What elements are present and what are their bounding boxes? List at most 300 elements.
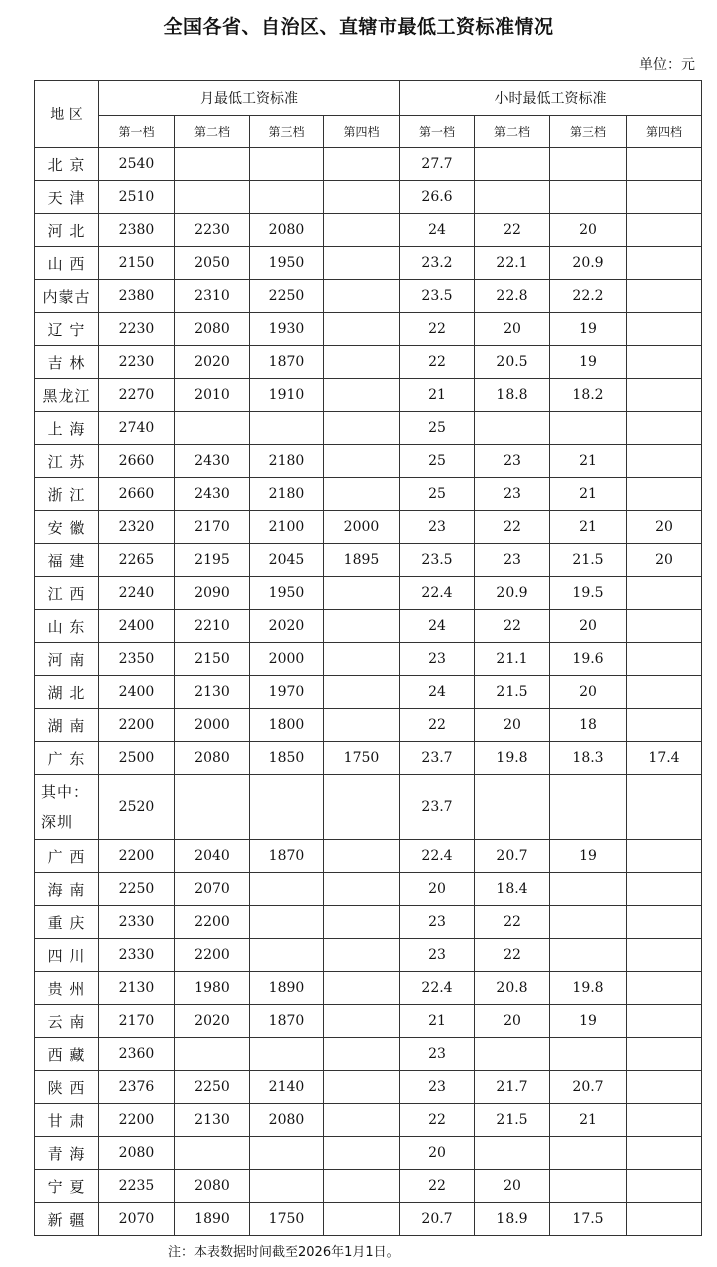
hourly-wage-cell: 20.9 (475, 577, 550, 610)
hourly-wage-cell: 23 (400, 1071, 475, 1104)
hourly-wage-cell (627, 346, 702, 379)
monthly-wage-cell (175, 148, 250, 181)
min-wage-table (34, 80, 702, 1236)
region-cell: 云 南 (35, 1005, 99, 1038)
hourly-wage-cell: 23 (400, 1038, 475, 1071)
monthly-wage-cell: 2080 (99, 1137, 175, 1170)
monthly-tier-header: 第三档 (250, 116, 324, 148)
monthly-wage-cell: 2000 (175, 709, 250, 742)
monthly-wage-cell: 2090 (175, 577, 250, 610)
table-row (35, 742, 702, 775)
hourly-wage-cell (475, 412, 550, 445)
monthly-wage-cell (250, 873, 324, 906)
monthly-wage-cell: 2170 (175, 511, 250, 544)
hourly-wage-cell (627, 643, 702, 676)
monthly-wage-cell (324, 610, 400, 643)
monthly-wage-cell: 2040 (175, 840, 250, 873)
table-row (35, 346, 702, 379)
monthly-wage-cell (324, 181, 400, 214)
hourly-wage-cell (627, 1005, 702, 1038)
hourly-wage-cell: 21 (550, 1104, 627, 1137)
hourly-wage-cell: 21.5 (550, 544, 627, 577)
hourly-wage-cell: 21 (550, 478, 627, 511)
table-row (35, 379, 702, 412)
monthly-wage-cell: 2045 (250, 544, 324, 577)
monthly-wage-cell: 2130 (175, 676, 250, 709)
region-cell: 上 海 (35, 412, 99, 445)
hourly-wage-cell: 17.4 (627, 742, 702, 775)
hourly-wage-cell (627, 1104, 702, 1137)
table-row (35, 1104, 702, 1137)
hourly-wage-cell: 20.7 (550, 1071, 627, 1104)
monthly-wage-cell: 2200 (99, 1104, 175, 1137)
hourly-wage-cell: 27.7 (400, 148, 475, 181)
table-row (35, 939, 702, 972)
hourly-wage-cell: 20 (627, 511, 702, 544)
region-cell: 河 南 (35, 643, 99, 676)
hourly-wage-cell (627, 412, 702, 445)
monthly-wage-cell: 2140 (250, 1071, 324, 1104)
hourly-wage-cell (627, 906, 702, 939)
hourly-wage-cell (627, 873, 702, 906)
monthly-wage-cell: 1890 (175, 1203, 250, 1236)
hourly-wage-cell: 23.5 (400, 280, 475, 313)
region-cell: 内蒙古 (35, 280, 99, 313)
monthly-wage-cell: 2200 (99, 709, 175, 742)
monthly-wage-cell (324, 280, 400, 313)
monthly-wage-cell: 2235 (99, 1170, 175, 1203)
region-cell: 新 疆 (35, 1203, 99, 1236)
monthly-wage-cell: 2080 (175, 1170, 250, 1203)
monthly-wage-cell (175, 181, 250, 214)
monthly-wage-cell: 2180 (250, 478, 324, 511)
region-cell: 黑龙江 (35, 379, 99, 412)
hourly-wage-cell: 23 (475, 478, 550, 511)
table-row (35, 1170, 702, 1203)
hourly-wage-cell: 19.5 (550, 577, 627, 610)
hourly-wage-cell (627, 939, 702, 972)
hourly-wage-cell (475, 181, 550, 214)
monthly-wage-cell (324, 1104, 400, 1137)
monthly-wage-cell: 2170 (99, 1005, 175, 1038)
region-cell: 四 川 (35, 939, 99, 972)
monthly-tier-header: 第二档 (175, 116, 250, 148)
monthly-wage-cell: 2000 (250, 643, 324, 676)
monthly-wage-cell (324, 148, 400, 181)
hourly-wage-cell: 23 (400, 939, 475, 972)
monthly-wage-cell: 2320 (99, 511, 175, 544)
region-cell: 北 京 (35, 148, 99, 181)
hourly-wage-cell: 17.5 (550, 1203, 627, 1236)
table-row (35, 577, 702, 610)
hourly-wage-cell (627, 280, 702, 313)
monthly-wage-cell (250, 1038, 324, 1071)
table-row (35, 544, 702, 577)
hourly-wage-cell (550, 1137, 627, 1170)
monthly-wage-cell: 2250 (175, 1071, 250, 1104)
hourly-wage-cell: 24 (400, 214, 475, 247)
monthly-wage-cell: 2100 (250, 511, 324, 544)
region-cell: 海 南 (35, 873, 99, 906)
hourly-wage-cell (627, 610, 702, 643)
hourly-wage-cell: 20 (400, 1137, 475, 1170)
page-title: 全国各省、自治区、直辖市最低工资标准情况 (163, 16, 554, 38)
monthly-wage-cell: 2130 (99, 972, 175, 1005)
hourly-wage-cell: 20 (400, 873, 475, 906)
monthly-wage-cell: 2010 (175, 379, 250, 412)
hourly-wage-cell: 25 (400, 445, 475, 478)
hourly-wage-cell: 22.4 (400, 972, 475, 1005)
hourly-tier-header: 第一档 (400, 116, 475, 148)
hourly-wage-cell (627, 214, 702, 247)
monthly-wage-cell: 2350 (99, 643, 175, 676)
monthly-wage-cell: 2080 (175, 313, 250, 346)
hourly-wage-cell: 21 (400, 1005, 475, 1038)
monthly-wage-cell: 2660 (99, 478, 175, 511)
monthly-wage-cell: 2230 (175, 214, 250, 247)
region-cell: 广 东 (35, 742, 99, 775)
monthly-wage-cell: 1950 (250, 247, 324, 280)
monthly-wage-cell (250, 1170, 324, 1203)
hourly-wage-cell (550, 1170, 627, 1203)
monthly-wage-cell: 2540 (99, 148, 175, 181)
monthly-wage-cell: 2150 (175, 643, 250, 676)
monthly-wage-cell: 2430 (175, 478, 250, 511)
hourly-wage-cell (627, 1071, 702, 1104)
region-cell: 江 苏 (35, 445, 99, 478)
hourly-wage-cell: 20 (550, 610, 627, 643)
monthly-wage-cell (324, 643, 400, 676)
monthly-wage-cell (250, 148, 324, 181)
monthly-wage-cell: 2080 (250, 1104, 324, 1137)
monthly-wage-cell: 2200 (175, 906, 250, 939)
monthly-group-header: 月最低工资标准 (99, 81, 400, 116)
table-row (35, 610, 702, 643)
hourly-wage-cell: 22 (475, 610, 550, 643)
monthly-wage-cell: 2020 (175, 346, 250, 379)
region-cell: 重 庆 (35, 906, 99, 939)
hourly-wage-cell: 19 (550, 313, 627, 346)
footnote: 注：本表数据时间截至2026年1月1日。 (168, 1245, 400, 1260)
monthly-wage-cell: 1980 (175, 972, 250, 1005)
monthly-wage-cell: 1910 (250, 379, 324, 412)
region-cell: 湖 南 (35, 709, 99, 742)
hourly-wage-cell: 21.5 (475, 1104, 550, 1137)
monthly-wage-cell: 2400 (99, 610, 175, 643)
hourly-wage-cell: 22.4 (400, 840, 475, 873)
hourly-wage-cell (627, 1203, 702, 1236)
hourly-wage-cell (627, 445, 702, 478)
hourly-wage-cell: 24 (400, 610, 475, 643)
hourly-tier-header: 第四档 (627, 116, 702, 148)
monthly-wage-cell (324, 379, 400, 412)
hourly-wage-cell (627, 775, 702, 840)
monthly-wage-cell: 2150 (99, 247, 175, 280)
hourly-wage-cell: 23.2 (400, 247, 475, 280)
hourly-wage-cell: 20.7 (400, 1203, 475, 1236)
hourly-wage-cell (627, 313, 702, 346)
region-cell: 河 北 (35, 214, 99, 247)
region-cell: 天 津 (35, 181, 99, 214)
monthly-wage-cell: 2400 (99, 676, 175, 709)
table-row (35, 181, 702, 214)
monthly-wage-cell: 1850 (250, 742, 324, 775)
monthly-wage-cell: 1950 (250, 577, 324, 610)
hourly-wage-cell (627, 1170, 702, 1203)
hourly-wage-cell: 20 (550, 214, 627, 247)
monthly-wage-cell: 2520 (99, 775, 175, 840)
hourly-wage-cell: 19.8 (550, 972, 627, 1005)
monthly-wage-cell (324, 247, 400, 280)
hourly-wage-cell (627, 1038, 702, 1071)
monthly-wage-cell: 2250 (250, 280, 324, 313)
hourly-wage-cell (475, 1137, 550, 1170)
monthly-wage-cell (250, 412, 324, 445)
hourly-wage-cell (550, 1038, 627, 1071)
hourly-wage-cell: 22.1 (475, 247, 550, 280)
monthly-wage-cell (324, 1137, 400, 1170)
region-cell: 山 东 (35, 610, 99, 643)
hourly-wage-cell: 18.8 (475, 379, 550, 412)
monthly-wage-cell: 2080 (250, 214, 324, 247)
hourly-wage-cell: 22.8 (475, 280, 550, 313)
monthly-wage-cell: 1895 (324, 544, 400, 577)
table-row (35, 478, 702, 511)
monthly-wage-cell (324, 346, 400, 379)
hourly-group-header: 小时最低工资标准 (400, 81, 702, 116)
table-row (35, 148, 702, 181)
monthly-wage-cell: 2130 (175, 1104, 250, 1137)
monthly-wage-cell: 1930 (250, 313, 324, 346)
hourly-wage-cell: 19 (550, 1005, 627, 1038)
monthly-wage-cell: 2050 (175, 247, 250, 280)
hourly-wage-cell: 21 (550, 511, 627, 544)
monthly-wage-cell (324, 709, 400, 742)
hourly-wage-cell: 22 (475, 214, 550, 247)
hourly-wage-cell (475, 1038, 550, 1071)
monthly-wage-cell (250, 939, 324, 972)
monthly-wage-cell (175, 1137, 250, 1170)
hourly-wage-cell: 20 (475, 1170, 550, 1203)
unit-label: 单位：元 (639, 57, 695, 73)
table-row (35, 247, 702, 280)
monthly-wage-cell (324, 445, 400, 478)
table-row (35, 1005, 702, 1038)
monthly-wage-cell: 1870 (250, 346, 324, 379)
monthly-wage-cell: 2200 (175, 939, 250, 972)
table-row (35, 1038, 702, 1071)
hourly-wage-cell (475, 775, 550, 840)
monthly-wage-cell: 2000 (324, 511, 400, 544)
monthly-wage-cell: 1890 (250, 972, 324, 1005)
region-cell: 安 徽 (35, 511, 99, 544)
monthly-wage-cell: 2740 (99, 412, 175, 445)
table-body (35, 148, 702, 1236)
hourly-wage-cell: 20 (627, 544, 702, 577)
hourly-wage-cell: 20 (475, 1005, 550, 1038)
monthly-wage-cell (175, 775, 250, 840)
region-header: 地 区 (35, 81, 99, 148)
monthly-tier-header: 第四档 (324, 116, 400, 148)
hourly-wage-cell (627, 247, 702, 280)
monthly-wage-cell: 2210 (175, 610, 250, 643)
hourly-wage-cell: 23.5 (400, 544, 475, 577)
hourly-wage-cell (627, 1137, 702, 1170)
monthly-tier-header: 第一档 (99, 116, 175, 148)
monthly-wage-cell: 2195 (175, 544, 250, 577)
hourly-wage-cell (627, 676, 702, 709)
monthly-wage-cell (324, 478, 400, 511)
monthly-wage-cell (324, 873, 400, 906)
hourly-wage-cell: 19.6 (550, 643, 627, 676)
monthly-wage-cell: 2020 (175, 1005, 250, 1038)
region-cell: 贵 州 (35, 972, 99, 1005)
monthly-wage-cell (324, 676, 400, 709)
monthly-wage-cell: 2430 (175, 445, 250, 478)
table-row (35, 412, 702, 445)
table-row (35, 313, 702, 346)
hourly-wage-cell (550, 181, 627, 214)
monthly-wage-cell (324, 214, 400, 247)
hourly-wage-cell: 19.8 (475, 742, 550, 775)
region-cell: 江 西 (35, 577, 99, 610)
hourly-wage-cell: 18.2 (550, 379, 627, 412)
monthly-wage-cell: 2360 (99, 1038, 175, 1071)
hourly-wage-cell: 20.7 (475, 840, 550, 873)
table-row (35, 1137, 702, 1170)
hourly-wage-cell: 23 (400, 511, 475, 544)
monthly-wage-cell: 2310 (175, 280, 250, 313)
monthly-wage-cell (324, 577, 400, 610)
hourly-wage-cell: 20 (475, 709, 550, 742)
hourly-wage-cell: 22.2 (550, 280, 627, 313)
hourly-wage-cell: 23.7 (400, 742, 475, 775)
monthly-wage-cell: 2230 (99, 346, 175, 379)
monthly-wage-cell: 2250 (99, 873, 175, 906)
monthly-wage-cell (324, 412, 400, 445)
monthly-wage-cell (324, 939, 400, 972)
monthly-wage-cell: 1750 (324, 742, 400, 775)
region-cell: 甘 肃 (35, 1104, 99, 1137)
hourly-tier-header: 第二档 (475, 116, 550, 148)
monthly-wage-cell: 2230 (99, 313, 175, 346)
hourly-wage-cell: 20.9 (550, 247, 627, 280)
monthly-wage-cell (324, 840, 400, 873)
monthly-wage-cell: 2270 (99, 379, 175, 412)
hourly-tier-header: 第三档 (550, 116, 627, 148)
hourly-wage-cell: 24 (400, 676, 475, 709)
hourly-wage-cell (627, 709, 702, 742)
monthly-wage-cell: 2020 (250, 610, 324, 643)
hourly-wage-cell: 21 (400, 379, 475, 412)
hourly-wage-cell: 22 (400, 1170, 475, 1203)
region-cell: 其中： 深圳 (35, 775, 99, 840)
monthly-wage-cell: 2380 (99, 280, 175, 313)
monthly-wage-cell: 2265 (99, 544, 175, 577)
hourly-wage-cell: 25 (400, 478, 475, 511)
hourly-wage-cell: 22 (400, 1104, 475, 1137)
hourly-wage-cell (627, 478, 702, 511)
region-cell: 广 西 (35, 840, 99, 873)
hourly-wage-cell: 18.3 (550, 742, 627, 775)
monthly-wage-cell (324, 1170, 400, 1203)
table-row (35, 906, 702, 939)
table-row (35, 445, 702, 478)
hourly-wage-cell: 22.4 (400, 577, 475, 610)
hourly-wage-cell: 23.7 (400, 775, 475, 840)
region-cell: 青 海 (35, 1137, 99, 1170)
hourly-wage-cell: 26.6 (400, 181, 475, 214)
hourly-wage-cell: 19 (550, 346, 627, 379)
hourly-wage-cell: 20.8 (475, 972, 550, 1005)
hourly-wage-cell: 20.5 (475, 346, 550, 379)
monthly-wage-cell (250, 906, 324, 939)
hourly-wage-cell (627, 379, 702, 412)
hourly-wage-cell: 23 (400, 643, 475, 676)
hourly-wage-cell: 22 (475, 511, 550, 544)
monthly-wage-cell: 2330 (99, 906, 175, 939)
table-row (35, 676, 702, 709)
table-row (35, 840, 702, 873)
monthly-wage-cell: 2660 (99, 445, 175, 478)
hourly-wage-cell (550, 148, 627, 181)
region-cell: 陕 西 (35, 1071, 99, 1104)
hourly-wage-cell: 23 (475, 544, 550, 577)
hourly-wage-cell (550, 939, 627, 972)
hourly-wage-cell: 18.9 (475, 1203, 550, 1236)
region-cell: 浙 江 (35, 478, 99, 511)
monthly-wage-cell (324, 1071, 400, 1104)
hourly-wage-cell: 22 (400, 313, 475, 346)
monthly-wage-cell: 2240 (99, 577, 175, 610)
hourly-wage-cell (550, 775, 627, 840)
monthly-wage-cell: 1800 (250, 709, 324, 742)
hourly-wage-cell: 21.5 (475, 676, 550, 709)
table-row (35, 214, 702, 247)
hourly-wage-cell: 22 (400, 709, 475, 742)
monthly-wage-cell: 1970 (250, 676, 324, 709)
table-row (35, 1071, 702, 1104)
hourly-wage-cell: 21.7 (475, 1071, 550, 1104)
monthly-wage-cell: 1870 (250, 840, 324, 873)
hourly-wage-cell: 18 (550, 709, 627, 742)
monthly-wage-cell: 2380 (99, 214, 175, 247)
hourly-wage-cell: 23 (400, 906, 475, 939)
hourly-wage-cell (627, 148, 702, 181)
monthly-wage-cell (250, 775, 324, 840)
hourly-wage-cell (627, 181, 702, 214)
hourly-wage-cell: 25 (400, 412, 475, 445)
monthly-wage-cell (324, 313, 400, 346)
hourly-wage-cell: 22 (475, 906, 550, 939)
monthly-wage-cell (324, 1005, 400, 1038)
region-cell: 西 藏 (35, 1038, 99, 1071)
region-cell: 湖 北 (35, 676, 99, 709)
monthly-wage-cell: 2200 (99, 840, 175, 873)
monthly-wage-cell (324, 906, 400, 939)
table-row (35, 709, 702, 742)
hourly-wage-cell (550, 412, 627, 445)
monthly-wage-cell (175, 1038, 250, 1071)
monthly-wage-cell (250, 1137, 324, 1170)
table-row (35, 1203, 702, 1236)
monthly-wage-cell: 2500 (99, 742, 175, 775)
monthly-wage-cell: 2070 (175, 873, 250, 906)
monthly-wage-cell: 2376 (99, 1071, 175, 1104)
region-cell: 山 西 (35, 247, 99, 280)
monthly-wage-cell (324, 775, 400, 840)
table-row (35, 775, 702, 840)
